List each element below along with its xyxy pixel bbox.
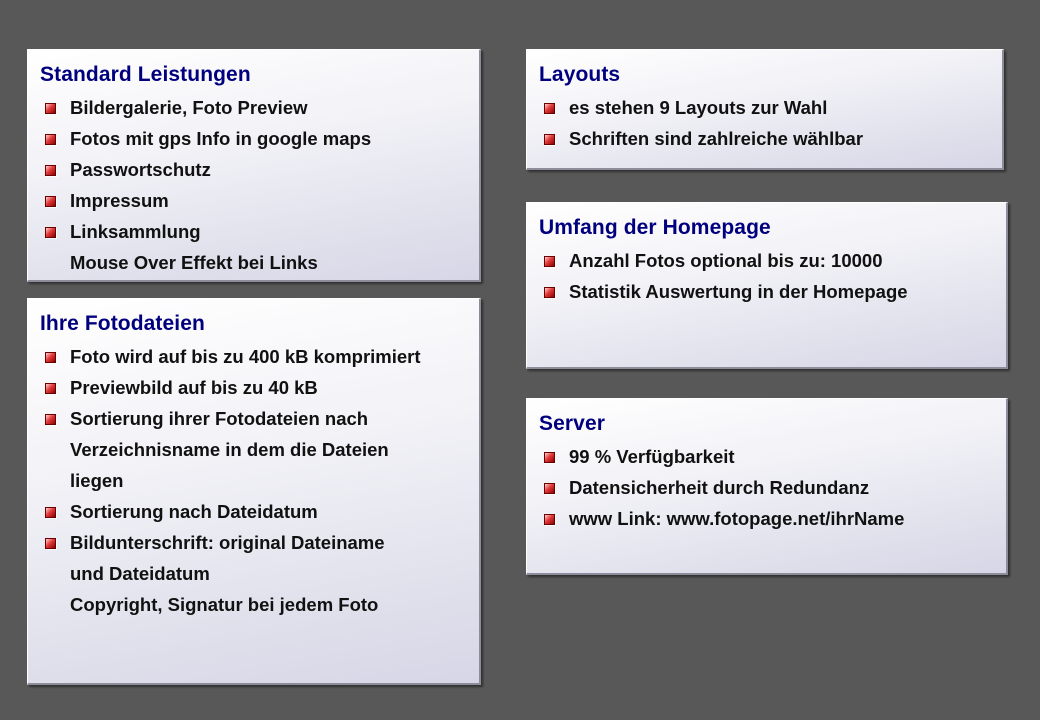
list-item bbox=[40, 589, 479, 620]
red-square-bullet-icon bbox=[45, 538, 56, 549]
red-square-bullet-icon bbox=[544, 514, 555, 525]
list-item bbox=[539, 245, 1006, 276]
item-text: Statistik Auswertung in der Homepage bbox=[569, 281, 908, 302]
red-square-bullet-icon bbox=[544, 256, 555, 267]
item-text: Foto wird auf bis zu 400 kB komprimiert bbox=[70, 346, 421, 367]
item-text: 99 % Verfügbarkeit bbox=[569, 446, 735, 467]
item-text: es stehen 9 Layouts zur Wahl bbox=[569, 97, 828, 118]
panel-umfang-der-homepage bbox=[526, 202, 1008, 369]
item-list bbox=[40, 92, 479, 278]
panel-title: Standard Leistungen bbox=[40, 63, 251, 86]
item-text: Sortierung ihrer Fotodateien nach bbox=[70, 408, 369, 429]
panel-title: Server bbox=[539, 412, 605, 435]
item-text: Passwortschutz bbox=[70, 159, 211, 180]
list-item bbox=[40, 92, 479, 123]
item-text: Mouse Over Effekt bei Links bbox=[70, 252, 318, 273]
list-item bbox=[539, 503, 1006, 534]
item-text: Linksammlung bbox=[70, 221, 201, 242]
item-text: Previewbild auf bis zu 40 kB bbox=[70, 377, 318, 398]
panel-standard-leistungen bbox=[27, 49, 481, 282]
red-square-bullet-icon bbox=[45, 196, 56, 207]
red-square-bullet-icon bbox=[45, 134, 56, 145]
item-list bbox=[539, 92, 1002, 154]
list-item bbox=[40, 123, 479, 154]
list-item bbox=[40, 372, 479, 403]
list-item bbox=[539, 472, 1006, 503]
panel-ihre-fotodateien bbox=[27, 298, 481, 685]
list-item bbox=[40, 154, 479, 185]
item-text: www Link: www.fotopage.net/ihrName bbox=[569, 508, 905, 529]
red-square-bullet-icon bbox=[45, 414, 56, 425]
list-item bbox=[40, 247, 479, 278]
red-square-bullet-icon bbox=[544, 134, 555, 145]
item-text: Verzeichnisname in dem die Dateien bbox=[70, 439, 389, 460]
red-square-bullet-icon bbox=[45, 165, 56, 176]
list-item bbox=[539, 276, 1006, 307]
red-square-bullet-icon bbox=[45, 383, 56, 394]
red-square-bullet-icon bbox=[45, 103, 56, 114]
list-item bbox=[40, 434, 479, 465]
list-item bbox=[40, 465, 479, 496]
item-list bbox=[539, 245, 1006, 307]
list-item bbox=[40, 216, 479, 247]
red-square-bullet-icon bbox=[544, 452, 555, 463]
item-text: Impressum bbox=[70, 190, 169, 211]
list-item bbox=[539, 123, 1002, 154]
item-text: Fotos mit gps Info in google maps bbox=[70, 128, 372, 149]
list-item bbox=[40, 403, 479, 434]
panel-title: Ihre Fotodateien bbox=[40, 312, 205, 335]
item-text: Bildergalerie, Foto Preview bbox=[70, 97, 308, 118]
item-text: Schriften sind zahlreiche wählbar bbox=[569, 128, 864, 149]
red-square-bullet-icon bbox=[544, 483, 555, 494]
item-list bbox=[40, 341, 479, 620]
panel-title: Layouts bbox=[539, 63, 621, 86]
item-text: Anzahl Fotos optional bis zu: 10000 bbox=[569, 250, 883, 271]
item-list bbox=[539, 441, 1006, 534]
list-item bbox=[40, 496, 479, 527]
item-text: Bildunterschrift: original Dateiname bbox=[70, 532, 385, 553]
panel-title: Umfang der Homepage bbox=[539, 216, 771, 239]
red-square-bullet-icon bbox=[45, 227, 56, 238]
red-square-bullet-icon bbox=[544, 103, 555, 114]
panel-layouts bbox=[526, 49, 1004, 170]
list-item bbox=[539, 92, 1002, 123]
list-item bbox=[40, 341, 479, 372]
red-square-bullet-icon bbox=[45, 507, 56, 518]
list-item bbox=[40, 558, 479, 589]
item-text: Copyright, Signatur bei jedem Foto bbox=[70, 594, 379, 615]
item-text: Sortierung nach Dateidatum bbox=[70, 501, 318, 522]
list-item bbox=[40, 527, 479, 558]
panel-server bbox=[526, 398, 1008, 575]
item-text: liegen bbox=[70, 470, 124, 491]
red-square-bullet-icon bbox=[544, 287, 555, 298]
list-item bbox=[539, 441, 1006, 472]
item-text: Datensicherheit durch Redundanz bbox=[569, 477, 870, 498]
red-square-bullet-icon bbox=[45, 352, 56, 363]
list-item bbox=[40, 185, 479, 216]
item-text: und Dateidatum bbox=[70, 563, 210, 584]
